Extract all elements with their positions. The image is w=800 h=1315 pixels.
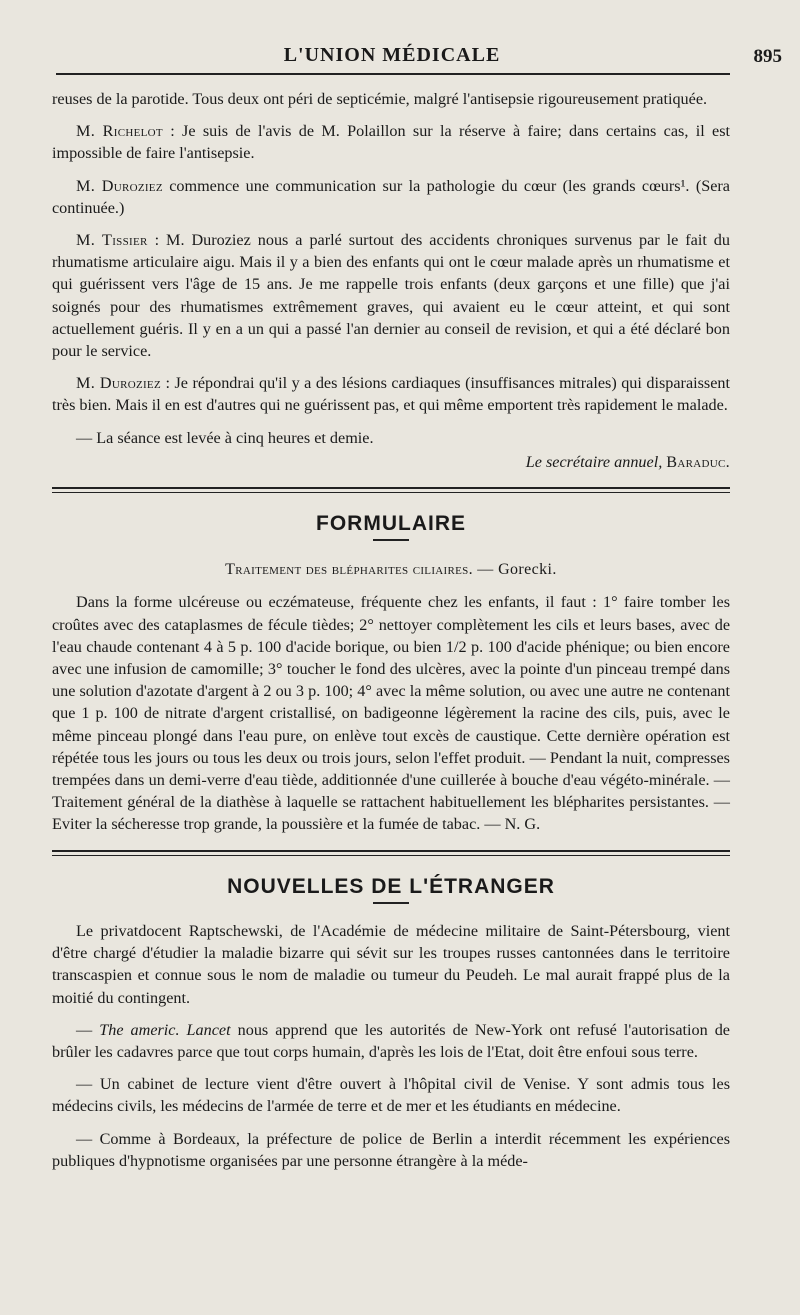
paragraph: reuses de la parotide. Tous deux ont péri de septicémie, malgré l'antisepsie rigoureusement pratiquée.: [52, 90, 708, 108]
speech-text: : M. Duroziez nous a parlé surtout des accidents chroniques survenus par le fait du rhumatisme articulaire aigu. Mais il y a bien des enfants qui ont le cœur malade après un rhumatisme et qui guérissent vers l'âge de 15 ans. Je me rappelle trois enfants (deux garçons et une fille) que j'ai soignés pour des rhumatismes extrêmement graves, qui avaient eu le cœur atteint, et qui sont actuellement guéris. Il y en a un qui a passé l'an dernier au conseil de revision, et qui a été déclaré bon pour le service.: [52, 231, 730, 361]
speech-text: commence une communication sur la pathologie du cœur (les grands cœurs¹. (Sera continuée.): [52, 176, 730, 217]
paragraph: [52, 120, 730, 164]
section-title-formulaire: FORMULAIRE: [316, 512, 466, 536]
formula-author: — Gorecki.: [472, 561, 557, 579]
speaker-name: M. Duroziez: [76, 374, 161, 393]
paragraph: — The americ. Lancet nous apprend que les autorités de New-York ont refusé l'autorisation de brûler les cadavres parce que tout corps humain, d'après les lois de l'Etat, doit être enfoui sous terre.: [52, 1020, 730, 1061]
title-underline: [373, 902, 409, 904]
page-number: 895: [753, 46, 782, 67]
news-text: nous apprend que les autorités de New-York ont refusé l'autorisation de brûler les cadavres parce que tout corps humain, d'après les lois de l'Etat, doit être enfoui sous terre.: [52, 1020, 730, 1061]
paragraph: Dans la forme ulcéreuse ou eczémateuse, fréquente chez les enfants, il faut : 1° faire tomber les croûtes avec des cataplasmes de fécule tièdes; 2° nettoyer complètement les cils et leurs bases, avec de l'eau chaude contenant 4 à 5 p. 100 d'acide borique, ou bien 1/2 p. 100 d'acide phénique; ou bien encore avec une infusion de camomille; 3° toucher le fond des ulcères, avec la pointe d'un pinceau trempé dans une solution d'azotate d'argent à 2 ou 3 p. 100; 4° avec la même solution, ou avec une autre ne contenant que 1 p. 100 de nitrate d'argent cristallisé, on badigeonne légèrement la racine des cils, puis, avec le même pinceau plongé dans l'eau pure, on enlève tout excès de caustique. Cette dernière opération est répétée tous les jours ou tous les deux ou trois jours, selon l'effet produit. — Pendant la nuit, compresses trempées dans un demi-verre d'eau tiède, additionnée d'une cuillerée à bouche d'eau végéto-minérale. — Traitement général de la diathèse à laquelle se rattachent habituellement les blépharites persistantes. — Eviter la sécheresse trop grande, la poussière et la fumée de tabac. — N. G.: [52, 593, 730, 834]
speaker-name: M. Richelot: [76, 122, 163, 141]
journal-title: L'UNION MÉDICALE: [283, 44, 501, 66]
speech-text: : Je répondrai qu'il y a des lésions cardiaques (insuffisances mitrales) qui disparaissent très bien. Mais il en est d'autres qui ne guérissent pas, et qui même emportent très rapidement le malade.: [52, 374, 731, 415]
formula-title: Traitement des blépharites ciliaires.: [225, 561, 473, 579]
speaker-name: M. Duroziez: [76, 176, 163, 195]
page-body: [52, 88, 730, 1172]
section-divider: [52, 487, 730, 493]
section-divider: [52, 850, 730, 856]
header-rule: [56, 73, 730, 75]
running-header: [52, 44, 782, 70]
paragraph: — La séance est levée à cinq heures et demie.: [76, 428, 374, 447]
paragraph: — Un cabinet de lecture vient d'être ouvert à l'hôpital civil de Venise. Y sont admis tous les médecins civils, les médecins de l'armée de terre et de mer et les étudiants en médecine.: [52, 1075, 730, 1116]
speaker-name: M. Tissier: [76, 231, 148, 250]
paragraph: [52, 229, 730, 362]
signature-name: Baraduc.: [666, 452, 730, 471]
section-title-nouvelles: NOUVELLES DE L'ÉTRANGER: [227, 874, 555, 898]
title-underline: [373, 539, 409, 541]
signature-role: Le secrétaire annuel,: [525, 452, 663, 471]
formula-subtitle: [52, 559, 730, 581]
paragraph: [52, 372, 730, 416]
signature: [52, 451, 730, 473]
paragraph: Le privatdocent Raptschewski, de l'Académie de médecine militaire de Saint-Pétersbourg, vient d'être chargé d'étudier la maladie bizarre qui sévit sur les troupes russes cantonnées dans le territoire transcaspien et connue sous le nom de maladie ou tumeur du Peudeh. Le mal aurait frappé plus de la moitié du contingent.: [52, 921, 730, 1007]
source-title: The americ. Lancet: [99, 1020, 231, 1039]
speech-text: : Je suis de l'avis de M. Polaillon sur la réserve à faire; dans certains cas, il est impossible de faire l'antisepsie.: [52, 122, 730, 163]
paragraph: — Comme à Bordeaux, la préfecture de police de Berlin a interdit récemment les expériences publiques d'hypnotisme organisées par une personne étrangère à la méde-: [52, 1129, 730, 1170]
paragraph: [52, 175, 730, 219]
